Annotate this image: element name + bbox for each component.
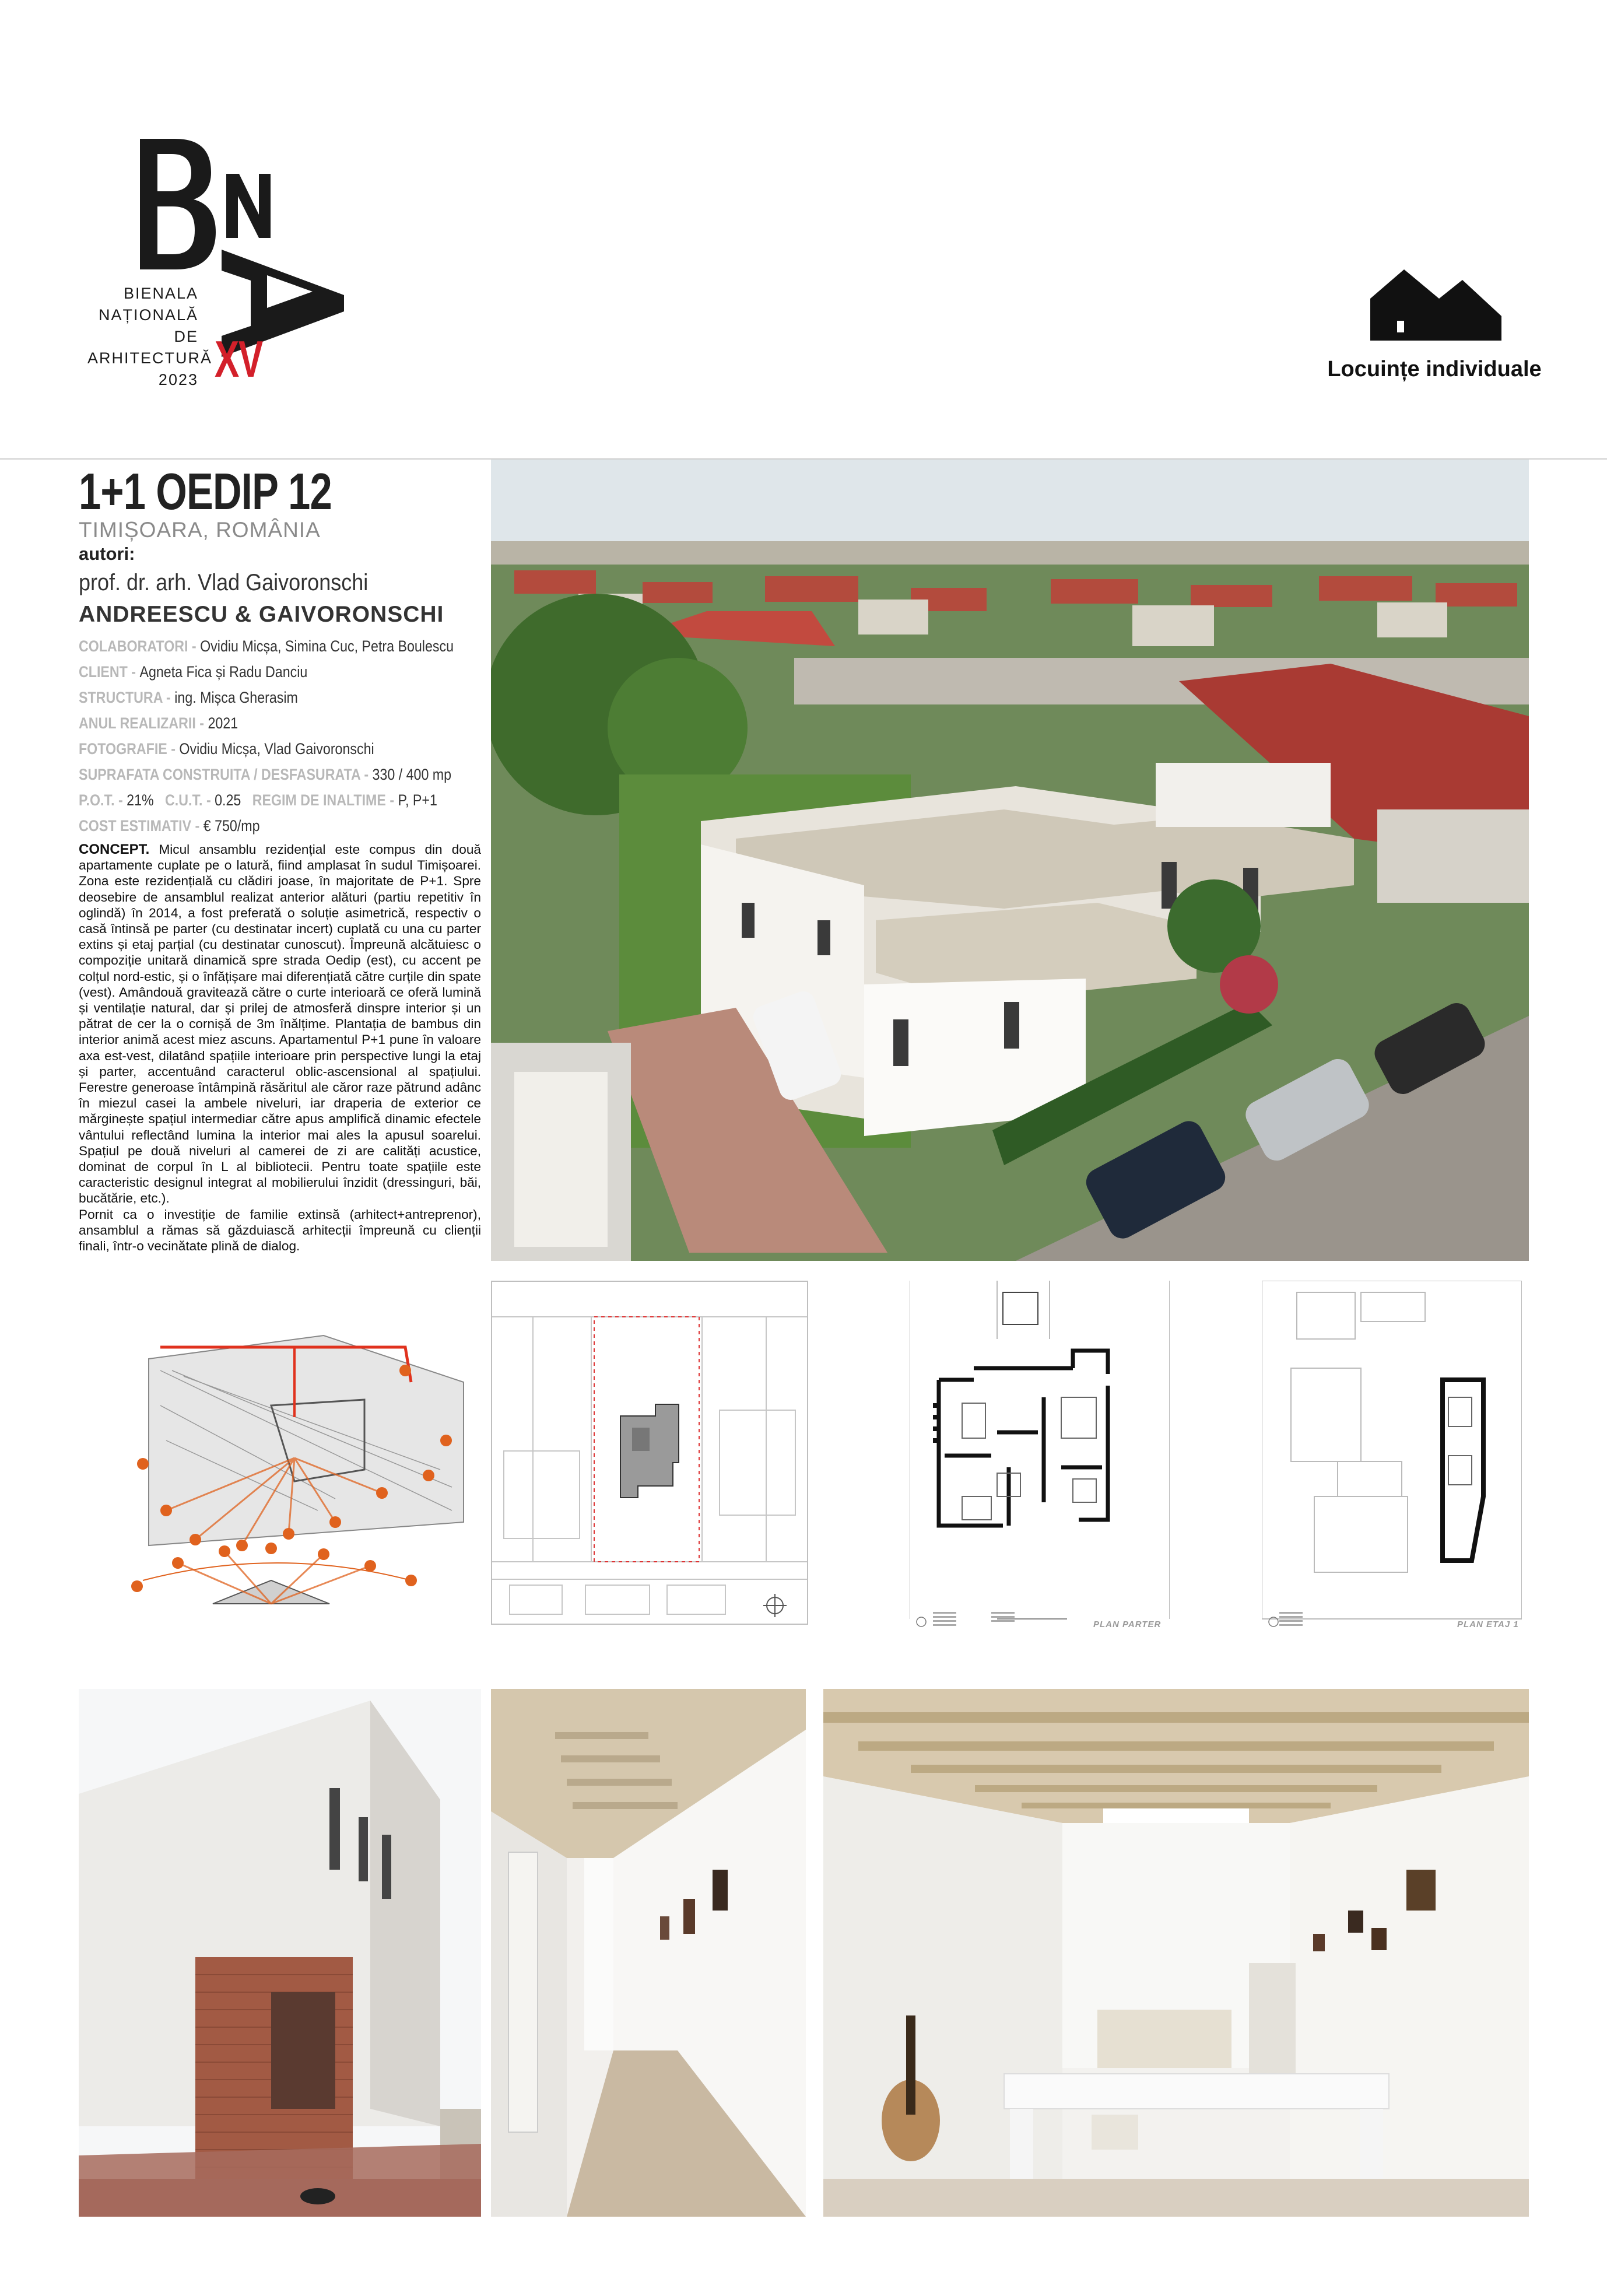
meta-value: Ovidiu Micșa, Simina Cuc, Petra Boulescu [200,637,454,655]
meta-key: FOTOGRAFIE - [79,740,180,758]
logo-edition: XV [215,330,262,388]
meta-photo [79,740,374,758]
meta-value: ing. Mișca Gherasim [174,689,298,706]
meta-value: 330 / 400 mp [372,766,452,783]
first-floor-plan [1262,1281,1522,1631]
meta-indices [79,791,437,809]
house-roofline-icon [1370,269,1501,341]
meta-value: 2021 [208,714,238,732]
architecture-office: ANDREESCU & GAIVORONSCHI [79,602,444,627]
concept-paragraph: Pornit ca o investiție de familie extinsă (arhitect+antreprenor), ansamblul a rămas să găzduiască arhitecții împreună cu clienții finali, într-o vecinătate plină de dialog. [79,1207,481,1254]
plan-title: PLAN ETAJ 1 [1457,1620,1519,1629]
ground-floor-plan [910,1281,1170,1631]
plan-title: PLAN PARTER [1093,1620,1162,1629]
meta-value: Ovidiu Micșa, Vlad Gaivoronschi [179,740,374,758]
meta-key: C.U.T. - [165,791,215,809]
project-location: TIMIȘOARA, ROMÂNIA [79,518,321,542]
concept-label: CONCEPT. [79,842,150,857]
meta-structure [79,689,298,707]
meta-key: COLABORATORI - [79,637,201,655]
meta-collaborators [79,637,454,656]
site-plan [491,1281,808,1625]
aerial-photo [491,460,1529,1261]
concept-paragraph [79,842,481,1207]
meta-value: 0.25 [215,791,241,809]
meta-key: SUPRAFATA CONSTRUITA / DESFASURATA - [79,766,373,783]
meta-value: 21% [127,791,154,809]
meta-value: Agneta Fica și Radu Danciu [139,663,308,681]
meta-cost [79,817,260,835]
meta-area [79,766,451,784]
logo-line: 2023 [158,371,198,388]
concept-text [79,842,481,1254]
logo-line: DE [174,328,198,345]
concept-body: Micul ansamblu rezidențial este compus din două apartamente cuplate pe o latură, fiind amplasat în sudul Timișoarei. Zona este rezidențială cu clădiri joase, în majoritate de P+1. Spre deosebire de ansamblul realizat anterior alături (partiu repetitiv în oglindă) în 2014, a fost preferată o soluție asimetrică, respectiv o casă întinsă pe parter (cu destinatar incert) cuplată cu una cu parter extins și etaj parțial (cu destinatar cunoscut). Împreună alcătuiesc o compoziție unitară dinamică spre strada Oedip (est), cu accent pe colțul nord-estic, și o înfățișare mai diferențiată către curțile din spate (vest). Amândouă gravitează către o curte interioară ce oferă lumină și ventilație natural, dar și prilej de atmosferă dinspre interior și un pătrat de cer la o cornișă de 3m înălțime. Plantația de bambus din interior animă acest miez ascuns. Apartamentul P+1 pune în valoare axa est-vest, dilatând spațiile interioare prin perspective lungi la etaj și parter, accentuând caracterul oblic-ascensional al spațiului. Ferestre generoase întâmpină răsăritul ale căror raze pătrund adânc în miezul casei la ambele niveluri, iar draperia de exterior ce mărginește spațiul intermediar către apus amplifică dinamic efectele vântului reflectând lumina la interior mai ales la apusul soarelui. Spațiul pe două niveluri al camerei de zi are calități acustice, dominat de corpul în L al bibliotecii. Pentru toate spațiile este caracteristic designul integrat al mobilierului înzidit (dressinguri, băi, bucătărie, etc.). [79,842,481,1206]
project-title: 1+1 OEDIP 12 [79,462,332,520]
meta-year [79,714,238,732]
author-name: prof. dr. arh. Vlad Gaivoronschi [79,570,369,595]
meta-client [79,663,307,681]
meta-value: € 750/mp [203,817,260,835]
logo-line: NAȚIONALĂ [98,306,198,324]
meta-key: CLIENT - [79,663,140,681]
logo-line: ARHITECTURĂ [87,349,213,367]
living-room-photo [823,1689,1529,2217]
logo-subtitle [87,283,213,391]
authors-label: autori: [79,544,135,564]
meta-key: COST ESTIMATIV - [79,817,203,835]
facade-photo [79,1689,481,2217]
meta-key: STRUCTURA - [79,689,175,706]
meta-key: ANUL REALIZARII - [79,714,208,732]
meta-value: P, P+1 [398,791,437,809]
corridor-photo [491,1689,806,2217]
category-label: Locuințe individuale [1327,357,1542,381]
meta-key: REGIM DE INALTIME - [252,791,398,809]
meta-key: P.O.T. - [79,791,127,809]
logo-line: BIENALA [123,285,198,302]
concept-sketch [79,1289,481,1639]
